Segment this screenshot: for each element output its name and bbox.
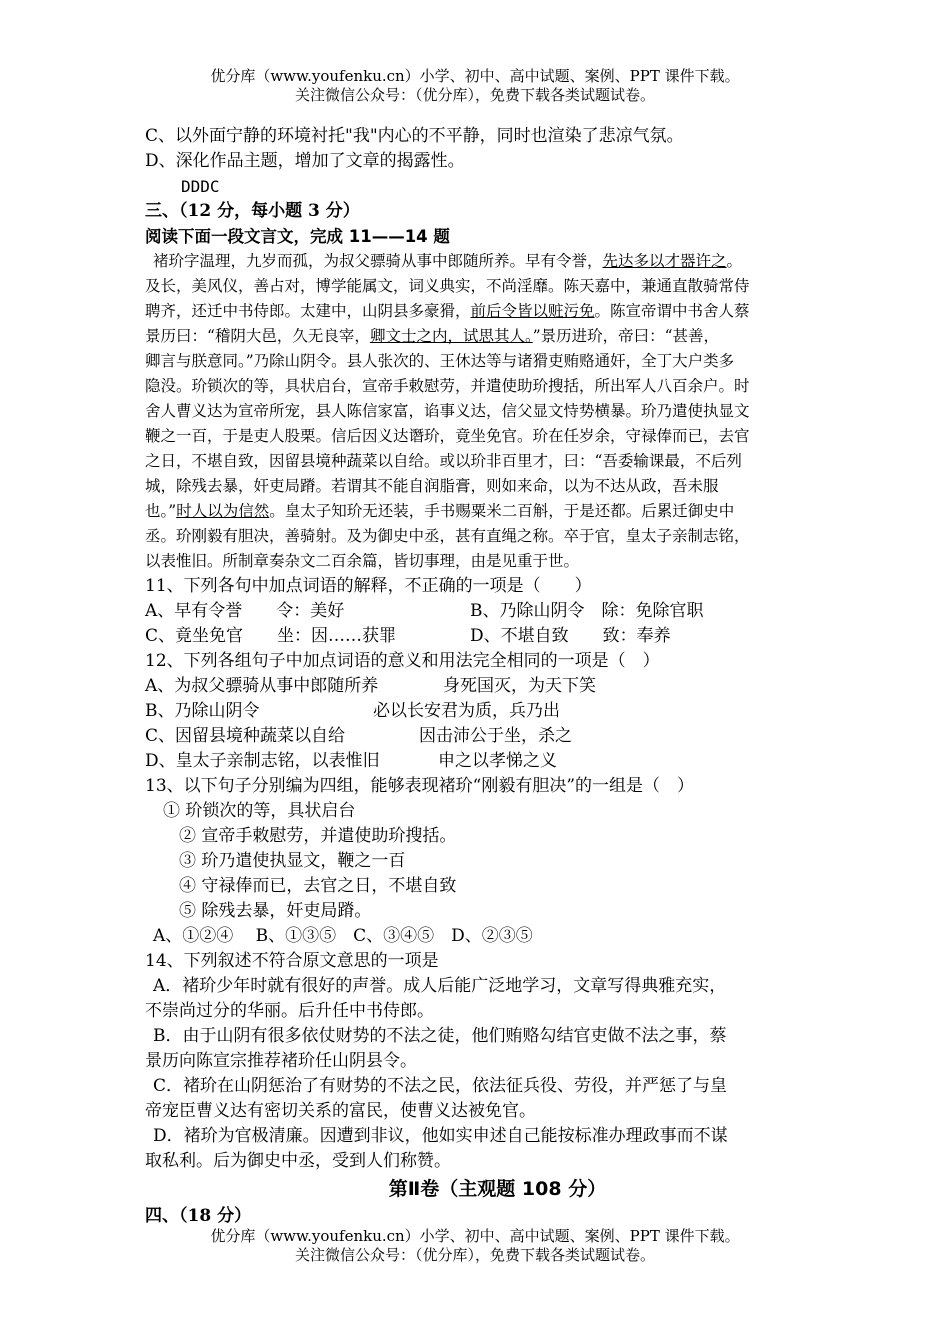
passage-line: 丞。玠刚毅有胆决，善骑射。及为御史中丞，甚有直绳之称。卒于官，皇太子亲制志铭， (145, 527, 750, 545)
passage-line: 卿言与朕意同。”乃除山阴令。县人张次的、王休达等与诸猾吏贿赂通奸，全丁大户类多 (145, 352, 735, 370)
question-11-row-1 (145, 599, 810, 624)
option-d-left: D、皇太子亲制志铭，以表惟旧 (145, 751, 380, 771)
question-13-item-4: ④ 守禄俸而已，去官之日，不堪自致 (179, 876, 457, 896)
page-header (0, 67, 950, 105)
question-11-row-2 (145, 624, 810, 649)
question-14-option-c-cont: 帝宠臣曹义达有密切关系的富民，使曹义达被免官。 (145, 1101, 536, 1121)
prev-option-d: D、深化作品主题，增加了文章的揭露性。 (145, 151, 465, 171)
question-14-option-b: B．由于山阴有很多依仗财势的不法之徒，他们贿赂勾结官吏做不法之事，蔡 (153, 1026, 727, 1046)
passage-line: 舍人曹义达为宣帝所宠，县人陈信家富，谄事义达，信父显文恃势横暴。玠乃遣使执显文 (145, 402, 750, 420)
question-14-option-d: D．褚玠为官极清廉。因遭到非议，他如实申述自己能按标准办理政事而不谋 (153, 1126, 728, 1146)
passage-text: 褚玠字温理，九岁而孤，为叔父骠骑从事中郎随所养。早有令誉， (153, 252, 603, 270)
option-d-right: 申之以孝悌之义 (438, 751, 557, 771)
question-13-item-1: ① 玠锁次的等，具状启台 (163, 801, 356, 821)
passage-line: 城，除残去暴，奸吏局蹐。若谓其不能自润脂膏，则如来命，以为不达从政，吾未服 (145, 477, 719, 495)
question-12-option-a (145, 674, 810, 699)
question-12 (145, 649, 810, 774)
footer-line-1: 优分库（www.youfenku.cn）小学、初中、高中试题、案例、PPT 课件下载。 (210, 1227, 740, 1245)
part-2-title: 第Ⅱ卷（主观题 108 分） (388, 1178, 607, 1200)
question-11-stem: 11、下列各句中加点词语的解释，不正确的一项是（ ） (145, 576, 592, 596)
passage-line: 及长，美风仪，善占对，博学能属文，词义典实，不尚淫靡。陈天嘉中，兼通直散骑常侍 (145, 277, 750, 295)
option-a-right: 身死国灭，为天下笑 (443, 676, 596, 696)
passage-line (145, 499, 810, 524)
question-13-stem: 13、以下句子分别编为四组，能够表现褚玠“刚毅有胆决”的一组是（ ） (145, 776, 695, 796)
section-3-heading: 三、（12 分，每小题 3 分） (145, 201, 360, 221)
prev-answer: DDDC (181, 177, 220, 196)
underlined-phrase: 卿文士之内，试思其人。 (369, 327, 533, 345)
passage-line: 之日，不堪自致，因留县境种蔬菜以自给。或以玠非百里才，曰：“吾委输课最，不后列 (145, 452, 742, 470)
question-14-option-a-cont: 不崇尚过分的华丽。后升任中书侍郎。 (145, 1001, 434, 1021)
underlined-phrase: 先达多以才器许之 (602, 252, 727, 270)
question-13-options: A、①②④ B、①③⑤ C、③④⑤ D、②③⑤ (153, 926, 533, 946)
section-3-instruction: 阅读下面一段文言文，完成 11——14 题 (145, 227, 450, 246)
passage-line (145, 324, 810, 349)
option-c-left: C、因留县境种蔬菜以自给 (145, 726, 346, 746)
question-14-stem: 14、下列叙述不符合原文意思的一项是 (145, 951, 439, 971)
option-a: A、早有令誉 令：美好 (145, 601, 345, 621)
question-14-option-a: A．褚玠少年时就有很好的声誉。成人后能广泛地学习，文章写得典雅充实， (153, 976, 727, 996)
header-line-1: 优分库（www.youfenku.cn）小学、初中、高中试题、案例、PPT 课件下载。 (210, 67, 740, 85)
question-13-item-3: ③ 玠乃遣使执显文，鞭之一百 (179, 851, 406, 871)
question-12-option-b (145, 699, 810, 724)
passage-line (145, 249, 810, 274)
passage-text: 。皇太子知玠无还装，手书赐粟米二百斛，于是还都。后累迁御史中 (269, 502, 735, 520)
question-13 (145, 774, 810, 949)
underlined-phrase: 前后令皆以赃污免 (470, 302, 595, 320)
footer-line-2: 关注微信公众号：（优分库），免费下载各类试题试卷。 (294, 1246, 655, 1264)
question-13-item-5: ⑤ 除残去暴，奸吏局蹐。 (179, 901, 372, 921)
passage-text: 。 (726, 252, 743, 270)
passage-text: 景历曰：“稽阴大邑，久无良宰， (145, 327, 370, 345)
option-a-left: A、为叔父骠骑从事中郎随所养 (145, 676, 379, 696)
question-12-stem: 12、下列各组句子中加点词语的意义和用法完全相同的一项是（ ） (145, 651, 660, 671)
question-14-option-d-cont: 取私利。后为御史中丞，受到人们称赞。 (145, 1151, 451, 1171)
option-d: D、不堪自致 致：奉养 (470, 626, 671, 646)
passage-line: 隐没。玠锁次的等，具状启台，宣帝手敕慰劳，并遣使助玠搜括，所出军人八百余户。时 (145, 377, 750, 395)
passage-text: 也。” (145, 502, 177, 520)
passage-line (145, 299, 810, 324)
classical-passage (145, 249, 810, 574)
option-c: C、竟坐免官 坐：因……获罪 (145, 626, 397, 646)
question-11 (145, 574, 810, 649)
page-footer (0, 1227, 950, 1265)
question-14 (145, 949, 810, 1174)
passage-text: ”景历进玠，帝曰：“甚善， (532, 327, 720, 345)
question-14-option-b-cont: 景历向陈宣宗推荐褚玠任山阴县令。 (145, 1051, 417, 1071)
header-line-2: 关注微信公众号：（优分库），免费下载各类试题试卷。 (294, 86, 655, 104)
passage-line: 鞭之一百，于是吏人股栗。信后因义达谮玠，竟坐免官。玠在任岁余，守禄俸而已，去官 (145, 427, 750, 445)
document-body (145, 124, 810, 1229)
question-13-item-2: ② 宣帝手敕慰劳，并遣使助玠搜括。 (179, 826, 457, 846)
option-b-right: 必以长安君为质，兵乃出 (373, 701, 560, 721)
passage-text: 聘齐，还迁中书侍郎。太建中，山阴县多豪猾， (145, 302, 471, 320)
passage-line: 以表惟旧。所制章奏杂文二百余篇，皆切事理，由是见重于世。 (145, 552, 580, 570)
question-12-option-c (145, 724, 810, 749)
passage-text: 。陈宣帝谓中书舍人蔡 (594, 302, 750, 320)
prev-option-c: C、以外面宁静的环境衬托"我"内心的不平静，同时也渲染了悲凉气氛。 (145, 126, 684, 146)
option-b-left: B、乃除山阴令 (145, 701, 260, 721)
question-14-option-c: C．褚玠在山阴惩治了有财势的不法之民，依法征兵役、劳役，并严惩了与皇 (153, 1076, 728, 1096)
section-4-heading: 四、（18 分） (145, 1206, 252, 1226)
option-c-right: 因击沛公于坐，杀之 (419, 726, 572, 746)
underlined-phrase: 时人以为信然 (176, 502, 270, 520)
option-b: B、乃除山阴令 除：免除官职 (470, 601, 704, 621)
question-12-option-d (145, 749, 810, 774)
